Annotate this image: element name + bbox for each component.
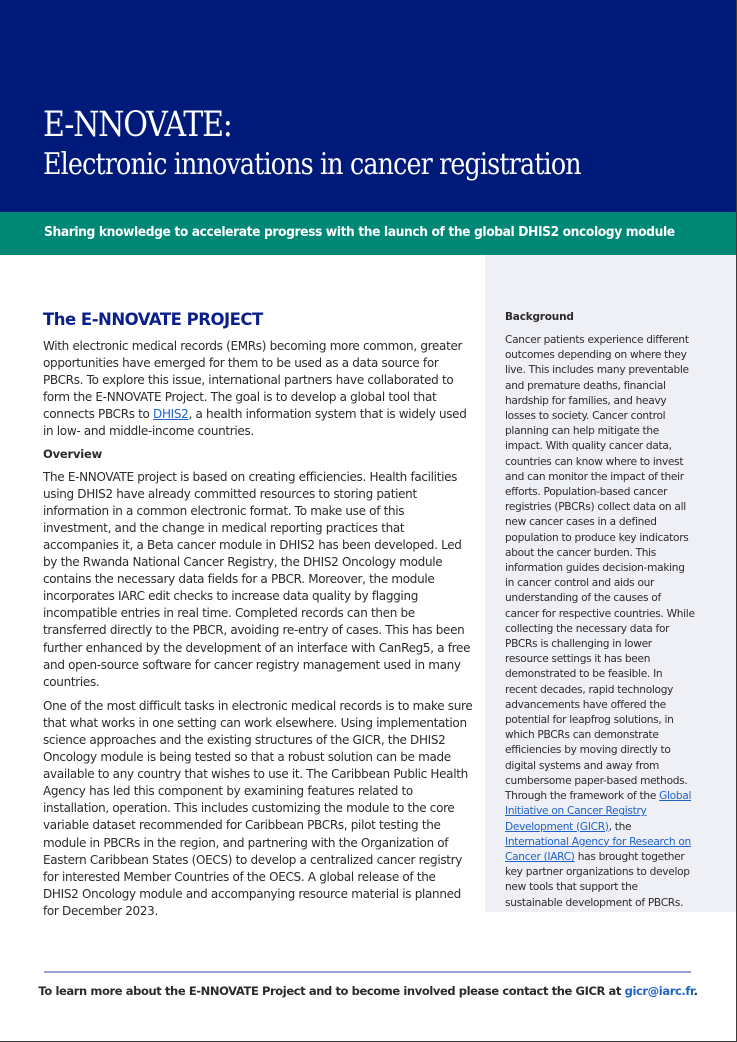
background-sidebar [485, 255, 736, 912]
hero-banner [0, 0, 736, 212]
overview-heading: Overview [43, 446, 103, 461]
page-title: E-NNOVATE: [43, 105, 232, 145]
tagline: Sharing knowledge to accelerate progress with the launch of the global DHIS2 oncology module [44, 225, 675, 240]
section-heading: The E-NNOVATE PROJECT [43, 310, 263, 329]
main-column [43, 308, 473, 920]
footer-end: . [693, 984, 698, 998]
sidebar-paragraph [505, 333, 695, 911]
email-link[interactable]: gicr@iarc.fr [624, 984, 694, 998]
footer-divider [44, 971, 691, 973]
gicr-link[interactable]: Global Initiative on Cancer Registry Development (GICR) [505, 790, 692, 833]
sidebar-content [505, 310, 695, 911]
overview-paragraph-2: One of the most difficult tasks in electronic medical records is to make sure that what works in one setting can work elsewhere. Using implementation science approaches and the existing structures of the GICR, the DHIS2 Oncology module is being tested so that a robust solution can be made available to any country that wishes to use it. The Caribbean Public Health Agency has led this component by examining features related to installation, operation. This includes customizing the module to the core variable dataset recommended for Caribbean PBCRs, pilot testing the module in PBCRs in the region, and partnering with the Organization of Eastern Caribbean States (OECS) to develop a centralized cancer registry for interested Member Countries of the OECS. A global release of the DHIS2 Oncology module and accompanying resource material is planned for December 2023. [43, 698, 473, 918]
dhis2-link[interactable]: DHIS2 [153, 407, 189, 422]
overview-paragraph-1: The E-NNOVATE project is based on creating efficiencies. Health facilities using DHIS2 have already committed resources to storing patient information in a common electronic format. To make use of this investment, and the change in medical reporting practices that accompanies it, a Beta cancer module in DHIS2 has been developed. Led by the Rwanda National Cancer Registry, the DHIS2 Oncology module contains the necessary data fields for a PBCR. Moreover, the module incorporates IARC edit checks to increase data quality by flagging incompatible entries in real time. Completed records can then be transferred directly to the PBCR, avoiding re-entry of cases. This has been further enhanced by the development of an interface with CanReg5, a free and open-source software for cancer registry management used in many countries. [43, 469, 471, 689]
sidebar-heading: Background [505, 311, 574, 323]
intro-paragraph [43, 338, 473, 441]
footer-text: To learn more about the E-NNOVATE Project and to become involved please contact the GICR at [38, 984, 625, 998]
iarc-link[interactable]: International Agency for Research on Cancer (IARC) [505, 835, 691, 863]
sidebar-text-before-links: Cancer patients experience different outcomes depending on where they live. This includes many preventable and premature deaths, financial hardship for families, and heavy losses to society. Cancer control planning can help mitigate the impact. With quality cancer data, countries can know where to invest and can monitor the impact of their efforts. Population-based cancer registries (PBCRs) collect data on all new cancer cases in a defined population to produce key indicators about the cancer burden. This information guides decision-making in cancer control and aids our understanding of the causes of cancer for respective countries. While collecting the necessary data for PBCRs is challenging in lower resource settings it has been demonstrated to be feasible. In recent decades, rapid technology advancements have offered the potential for leapfrog solutions, in which PBCRs can demonstrate efficiencies by moving directly to digital systems and away from cumbersome paper-based methods. Through the framework of the [505, 334, 695, 803]
footer-contact [0, 983, 736, 999]
sidebar-text-after-links: has brought together key partner organizations to develop new tools that support the sustainable development of PBCRs. [505, 850, 690, 909]
intro-text-after-link: , a health information system that is widely used in low- and middle-income countries. [43, 407, 467, 439]
intro-text-before-link: With electronic medical records (EMRs) becoming more common, greater opportunities have emerged for them to be used as a data source for PBCRs. To explore this issue, international partners have collaborated to form the E-NNOVATE Project. The goal is to develop a global tool that connects PBCRs to [43, 339, 463, 422]
tagline-band [0, 212, 736, 255]
sidebar-text-between-links: , the [608, 820, 632, 833]
page-subtitle: Electronic innovations in cancer registration [43, 147, 581, 182]
